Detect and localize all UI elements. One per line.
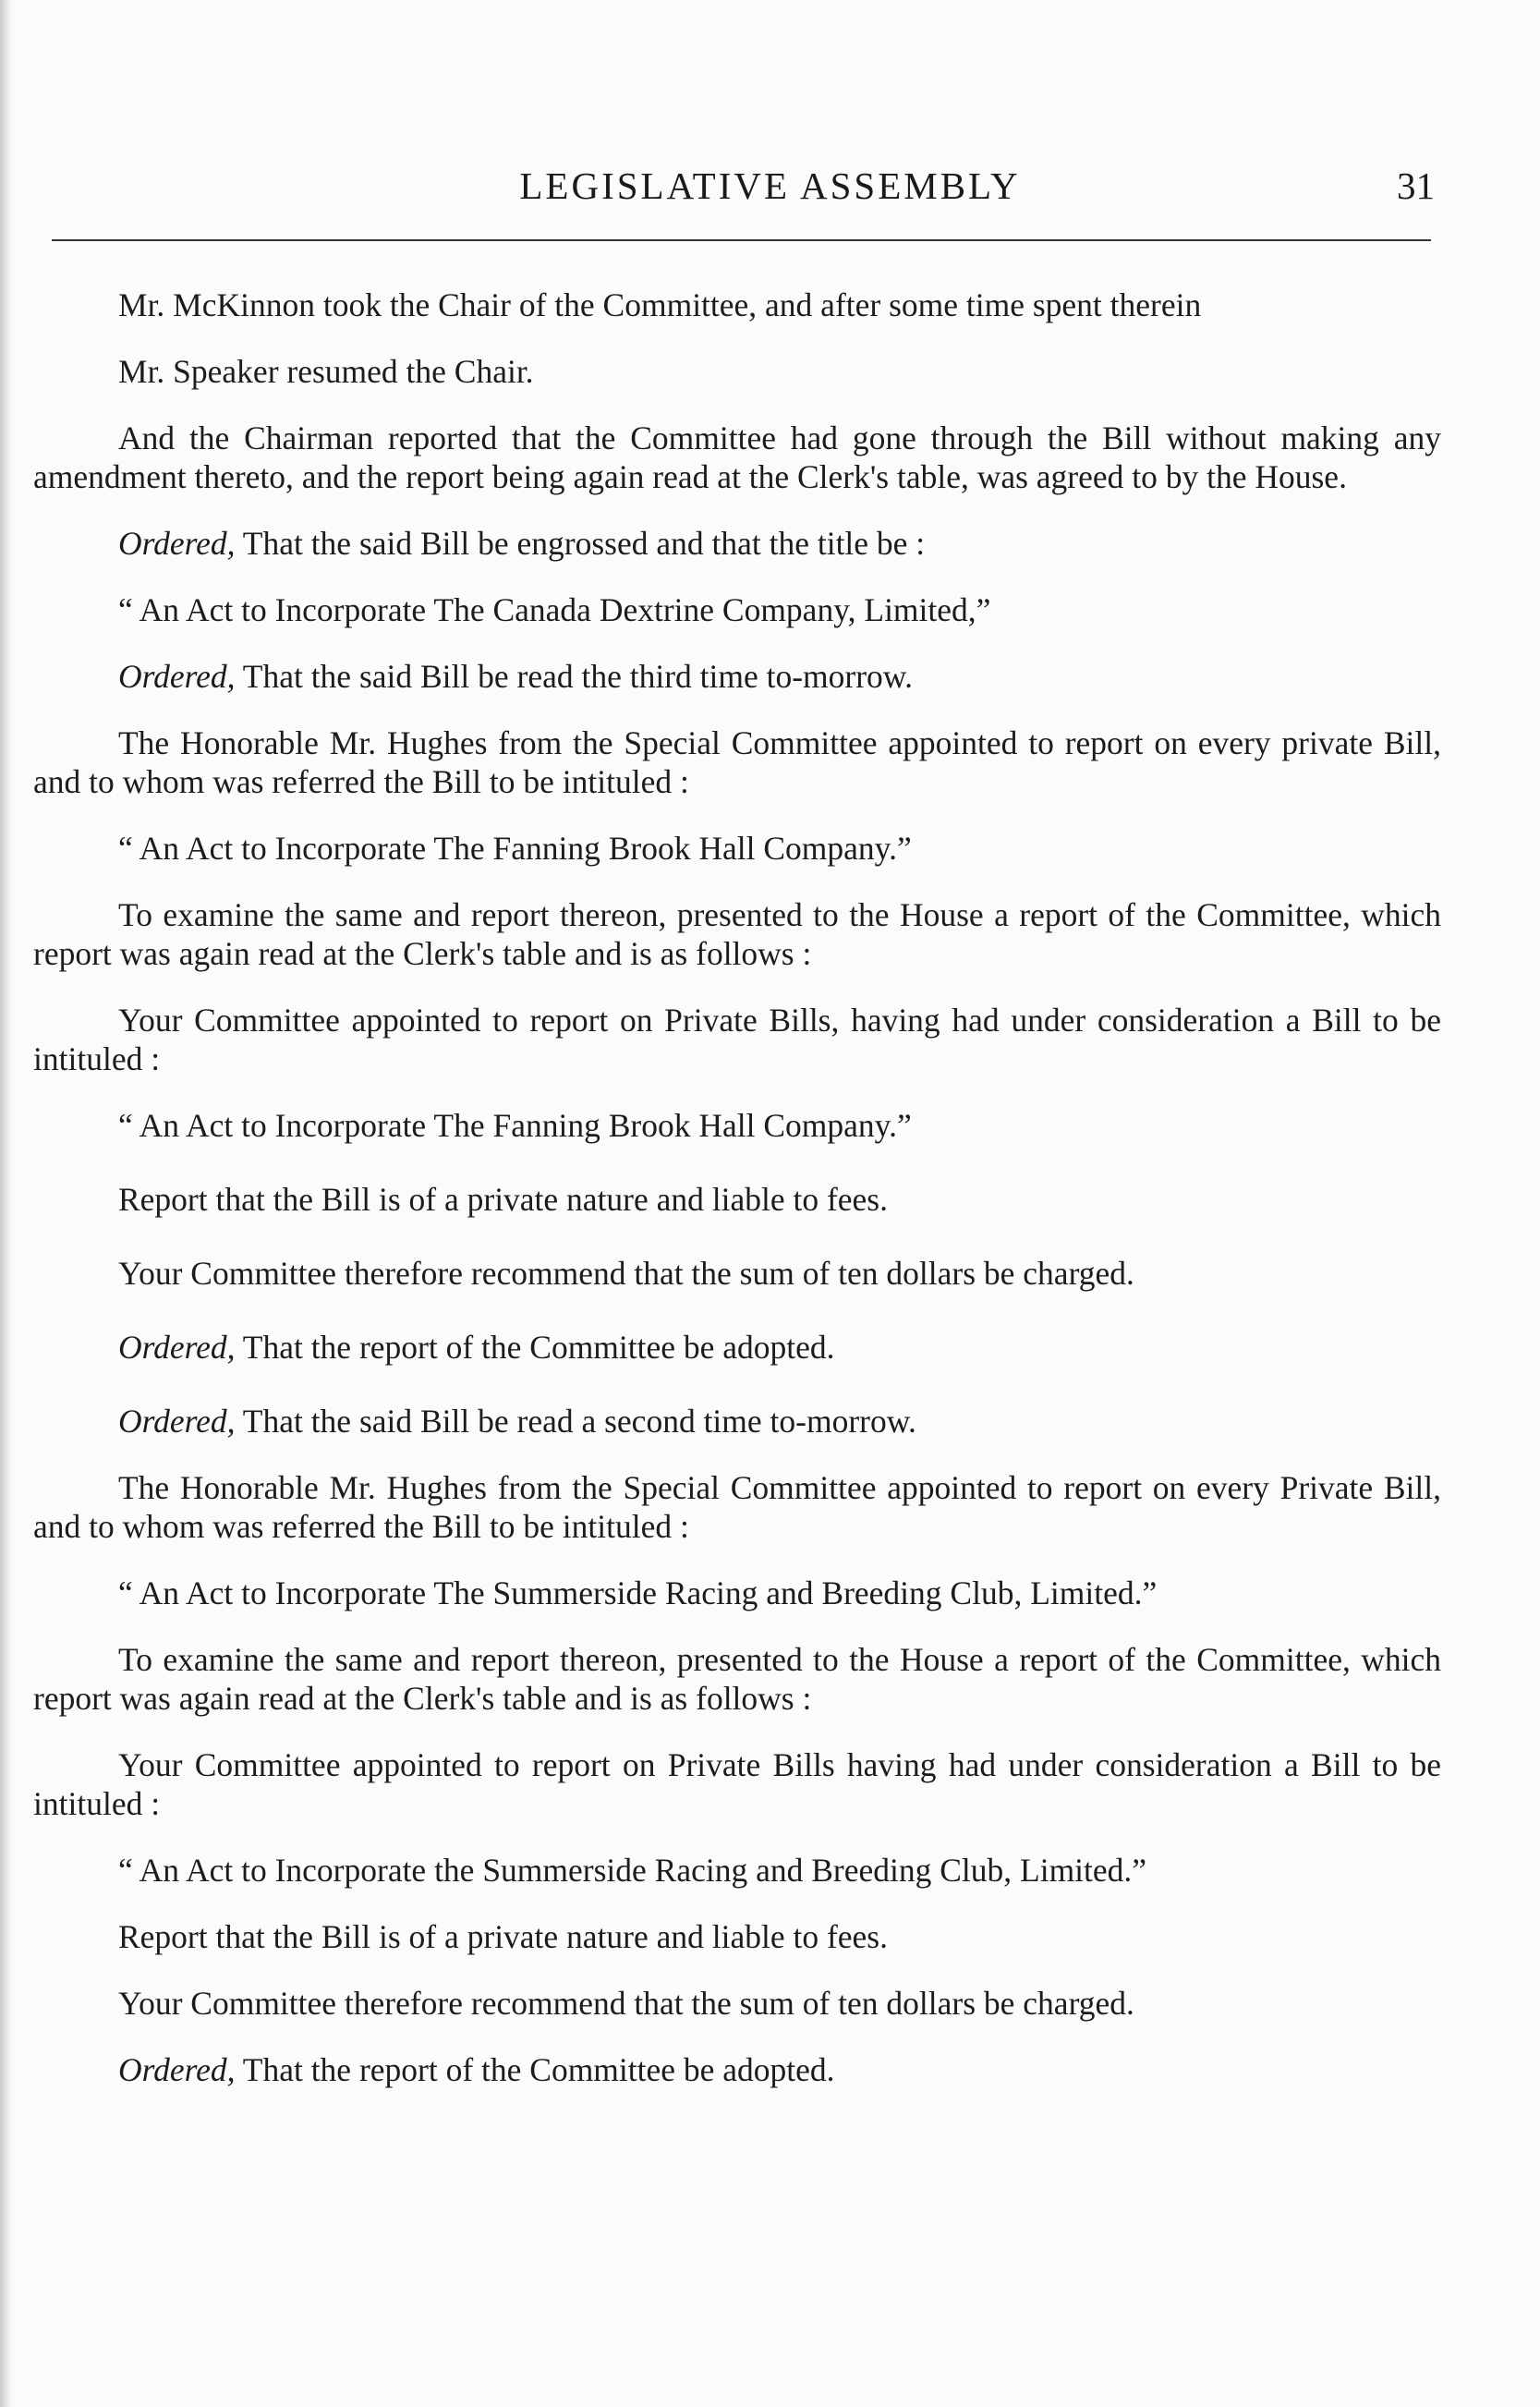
- ordered-lead: Ordered,: [118, 1329, 236, 1366]
- paragraph-text: Report that the Bill is of a private nature and liable to fees.: [118, 1918, 889, 1955]
- paragraph-text: “ An Act to Incorporate The Canada Dextrine Company, Limited,”: [118, 591, 991, 628]
- paragraph: [33, 1640, 1441, 1718]
- page-edge-shadow: [0, 0, 13, 2407]
- paragraph-text: “ An Act to Incorporate The Fanning Brook Hall Company.”: [118, 1107, 912, 1144]
- paragraph-text: The Honorable Mr. Hughes from the Special Committee appointed to report on every private Bill, and to whom was referred the Bill to be intituled :: [33, 724, 1441, 800]
- bill-title-quote: [33, 1851, 1441, 1890]
- paragraph-text: That the said Bill be engrossed and that the title be :: [235, 525, 926, 562]
- paragraph: [33, 352, 1441, 391]
- paragraph-text: Report that the Bill is of a private nature and liable to fees.: [118, 1181, 889, 1218]
- ordered-lead: Ordered,: [118, 1403, 236, 1440]
- paragraph: [33, 1745, 1441, 1823]
- paragraph: [33, 723, 1441, 801]
- body-text: [33, 286, 1441, 2117]
- ordered-lead: Ordered,: [118, 658, 236, 695]
- ordered-lead: Ordered,: [118, 2051, 236, 2088]
- ordered-lead: Ordered,: [118, 525, 236, 562]
- bill-title-quote: [33, 590, 1441, 629]
- paragraph-text: To examine the same and report thereon, presented to the House a report of the Committee, which report was again read at the Clerk's table and is as follows :: [33, 896, 1441, 972]
- paragraph-text: Your Committee appointed to report on Private Bills having had under consideration a Bill to be intituled :: [33, 1746, 1441, 1822]
- paragraph-text: That the report of the Committee be adopted.: [235, 2051, 835, 2088]
- paragraph: [33, 524, 1441, 563]
- paragraph-text: That the report of the Committee be adopted.: [235, 1329, 835, 1366]
- paragraph: [33, 1402, 1441, 1441]
- paragraph: [33, 657, 1441, 696]
- paragraph: [33, 286, 1441, 324]
- paragraph: [33, 1468, 1441, 1546]
- paragraph: [33, 419, 1441, 496]
- paragraph-text: To examine the same and report thereon, presented to the House a report of the Committee, which report was again read at the Clerk's table and is as follows :: [33, 1641, 1441, 1717]
- paragraph: [33, 1917, 1441, 1956]
- paragraph: [33, 2050, 1441, 2089]
- paragraph-text: And the Chairman reported that the Committee had gone through the Bill without making any amendment thereto, and the report being again read at the Clerk's table, was agreed to by the House.: [33, 419, 1441, 495]
- paragraph-text: Your Committee therefore recommend that the sum of ten dollars be charged.: [118, 1255, 1134, 1292]
- bill-title-quote: [33, 829, 1441, 868]
- paragraph: [33, 1984, 1441, 2023]
- running-head: [0, 163, 1540, 209]
- paragraph: [33, 1328, 1441, 1367]
- paragraph: [33, 1001, 1441, 1078]
- bill-title-quote: [33, 1106, 1441, 1145]
- paragraph-text: That the said Bill be read a second time to-morrow.: [235, 1403, 916, 1440]
- paragraph: [33, 895, 1441, 973]
- paragraph-text: “ An Act to Incorporate the Summerside Racing and Breeding Club, Limited.”: [118, 1852, 1147, 1889]
- paragraph-text: That the said Bill be read the third time to-morrow.: [235, 658, 914, 695]
- paragraph-text: “ An Act to Incorporate The Summerside Racing and Breeding Club, Limited.”: [118, 1574, 1158, 1611]
- paragraph-text: Your Committee therefore recommend that the sum of ten dollars be charged.: [118, 1985, 1134, 2022]
- paragraph-text: The Honorable Mr. Hughes from the Special Committee appointed to report on every Private Bill, and to whom was referred the Bill to be intituled :: [33, 1469, 1441, 1545]
- paragraph-text: “ An Act to Incorporate The Fanning Brook Hall Company.”: [118, 830, 912, 867]
- header-rule: [52, 239, 1431, 241]
- page-number: 31: [1397, 164, 1435, 207]
- running-title: LEGISLATIVE ASSEMBLY: [519, 164, 1021, 207]
- bill-title-quote: [33, 1574, 1441, 1612]
- paragraph: [33, 1254, 1441, 1293]
- paragraph-text: Your Committee appointed to report on Private Bills, having had under consideration a Bill to be intituled :: [33, 1002, 1441, 1077]
- paragraph-text: Mr. McKinnon took the Chair of the Committee, and after some time spent therein: [118, 286, 1202, 323]
- paragraph: [33, 1180, 1441, 1219]
- paragraph-text: Mr. Speaker resumed the Chair.: [118, 353, 534, 390]
